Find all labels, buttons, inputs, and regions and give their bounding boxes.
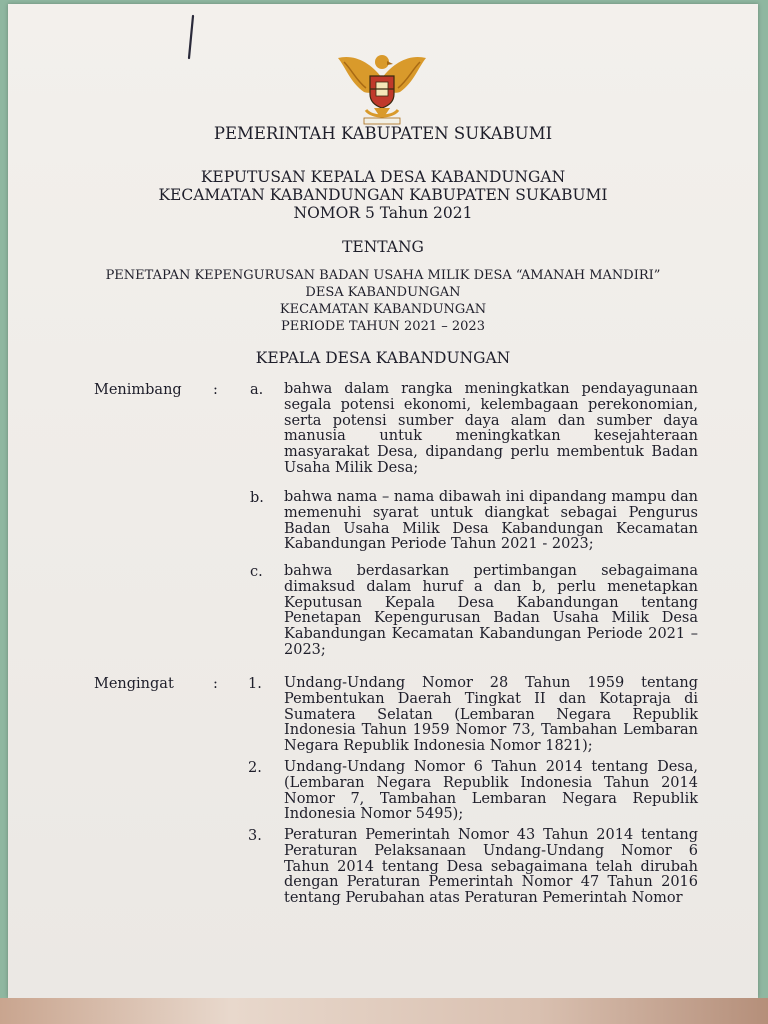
bottom-edge-strip bbox=[0, 998, 768, 1024]
issuer-heading: KEPALA DESA KABANDUNGAN bbox=[255, 349, 511, 367]
mengingat-label: Mengingat bbox=[94, 676, 174, 692]
menimbang-colon: : bbox=[213, 382, 218, 398]
garuda-emblem-icon bbox=[330, 48, 434, 128]
mengingat-item-1-text: Undang-Undang Nomor 28 Tahun 1959 tentang Pembentukan Daerah Tingkat II dan Kotapraja di Sumatera Selatan (Lembaran Negara Republik Indonesia Tahun 1959 Nomor 73, Tambahan Lembaran Negara Republik Indonesia Nomor 1821); bbox=[284, 675, 698, 755]
mengingat-item-2-mark: 2. bbox=[248, 760, 262, 776]
decree-title-line-1: KEPUTUSAN KEPALA DESA KABANDUNGAN bbox=[200, 168, 566, 186]
decree-number: NOMOR 5 Tahun 2021 bbox=[293, 204, 473, 222]
subject-line-2: DESA KABANDUNGAN bbox=[305, 285, 461, 300]
menimbang-label: Menimbang bbox=[94, 382, 182, 398]
subject-line-3: KECAMATAN KABANDUNGAN bbox=[279, 302, 487, 317]
government-title: PEMERINTAH KABUPATEN SUKABUMI bbox=[213, 124, 553, 143]
about-heading: TENTANG bbox=[342, 238, 424, 256]
document-page bbox=[8, 4, 758, 998]
menimbang-item-c-mark: c. bbox=[250, 564, 263, 580]
menimbang-item-c-text: bahwa berdasarkan pertimbangan sebagaimana dimaksud dalam huruf a dan b, perlu menetapkan Keputusan Kepala Desa Kabandungan tentang Penetapan Kepengurusan Badan Usaha Milik Desa Kabandungan Kecamatan Kabandungan Periode 2021 – 2023; bbox=[284, 563, 698, 658]
menimbang-item-b-mark: b. bbox=[250, 490, 264, 506]
decree-title-line-2: KECAMATAN KABANDUNGAN KABUPATEN SUKABUMI bbox=[158, 186, 608, 204]
mengingat-item-3-mark: 3. bbox=[248, 828, 262, 844]
menimbang-item-a-mark: a. bbox=[250, 382, 264, 398]
mengingat-item-2-text: Undang-Undang Nomor 6 Tahun 2014 tentang Desa, (Lembaran Negara Republik Indonesia Tahun 2014 Nomor 7, Tambahan Lembaran Negara Republik Indonesia Nomor 5495); bbox=[284, 759, 698, 823]
mengingat-item-1-mark: 1. bbox=[248, 676, 262, 692]
subject-line-1: PENETAPAN KEPENGURUSAN BADAN USAHA MILIK DESA “AMANAH MANDIRI” bbox=[105, 268, 661, 283]
menimbang-item-b-text: bahwa nama – nama dibawah ini dipandang mampu dan memenuhi syarat untuk diangkat sebagai Pengurus Badan Usaha Milik Desa Kabandungan Kecamatan Kabandungan Periode Tahun 2021 - 2023; bbox=[284, 489, 698, 553]
subject-line-4: PERIODE TAHUN 2021 – 2023 bbox=[281, 319, 485, 334]
menimbang-item-a-text: bahwa dalam rangka meningkatkan pendayagunaan segala potensi ekonomi, kelembagaan perekonomian, serta potensi sumber daya alam dan sumber daya manusia untuk meningkatkan kesejahteraan masyarakat Desa, dipandang perlu membentuk Badan Usaha Milik Desa; bbox=[284, 381, 698, 476]
mengingat-item-3-text: Peraturan Pemerintah Nomor 43 Tahun 2014 tentang Peraturan Pelaksanaan Undang-Undang Nomor 6 Tahun 2014 tentang Desa sebagaimana telah dirubah dengan Peraturan Pemerintah Nomor 47 Tahun 2016 tentang Perubahan atas Peraturan Pemerintah Nomor bbox=[284, 827, 698, 907]
mengingat-colon: : bbox=[213, 676, 218, 692]
pen-stroke-mark-icon bbox=[184, 14, 198, 60]
